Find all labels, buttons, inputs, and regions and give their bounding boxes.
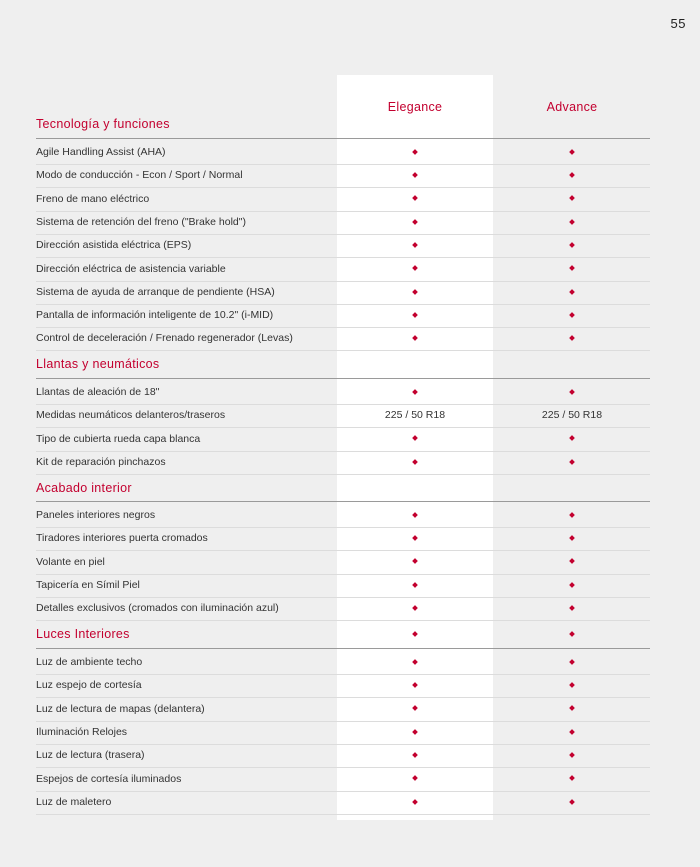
spec-value: 225 / 50 R18 [541, 409, 603, 422]
section-title: Acabado interior [36, 481, 132, 495]
diamond-bullet-icon [412, 435, 418, 441]
advance-cell [494, 721, 650, 744]
elegance-cell [337, 404, 493, 427]
elegance-cell [337, 141, 493, 164]
elegance-cell [337, 327, 493, 350]
diamond-bullet-icon [412, 631, 418, 637]
diamond-bullet-icon [569, 605, 575, 611]
row-label: Tapicería en Símil Piel [36, 578, 140, 591]
diamond-bullet-icon [569, 535, 575, 541]
row-label: Espejos de cortesía iluminados [36, 772, 182, 785]
elegance-cell [337, 451, 493, 474]
page-number: 55 [670, 16, 686, 31]
advance-cell [494, 211, 650, 234]
table-row [36, 674, 650, 698]
row-label: Dirección eléctrica de asistencia variable [36, 262, 226, 275]
elegance-cell [337, 574, 493, 597]
table-row [36, 504, 650, 528]
elegance-cell [337, 211, 493, 234]
elegance-cell [337, 381, 493, 404]
diamond-bullet-icon [412, 535, 418, 541]
table-row [36, 327, 650, 351]
row-label: Luz espejo de cortesía [36, 679, 142, 692]
row-label: Tiradores interiores puerta cromados [36, 532, 208, 545]
table-row [36, 258, 650, 282]
elegance-cell [337, 504, 493, 527]
elegance-cell [337, 188, 493, 211]
table-row [36, 164, 650, 188]
diamond-bullet-icon [569, 219, 575, 225]
elegance-cell [337, 744, 493, 767]
advance-cell [494, 404, 650, 427]
diamond-bullet-icon [569, 195, 575, 201]
column-header-elegance: Elegance [387, 100, 443, 114]
diamond-bullet-icon [569, 705, 575, 711]
table-row [36, 698, 650, 722]
diamond-bullet-icon [412, 682, 418, 688]
elegance-cell [337, 428, 493, 451]
table-row [36, 281, 650, 305]
elegance-cell [337, 791, 493, 814]
table-row [36, 527, 650, 551]
diamond-bullet-icon [412, 729, 418, 735]
diamond-bullet-icon [412, 289, 418, 295]
elegance-cell [337, 234, 493, 257]
diamond-bullet-icon [412, 582, 418, 588]
elegance-cell [337, 527, 493, 550]
diamond-bullet-icon [412, 335, 418, 341]
row-label: Sistema de ayuda de arranque de pendiente (HSA) [36, 285, 275, 298]
row-label: Luz de maletero [36, 795, 112, 808]
row-label: Agile Handling Assist (AHA) [36, 146, 166, 158]
diamond-bullet-icon [412, 149, 418, 155]
elegance-cell [337, 597, 493, 620]
section-title: Luces Interiores [36, 627, 130, 641]
row-label: Dirección asistida eléctrica (EPS) [36, 239, 192, 252]
table-row [36, 381, 650, 405]
diamond-bullet-icon [569, 631, 575, 637]
row-label: Kit de reparación pinchazos [36, 455, 166, 468]
diamond-bullet-icon [412, 512, 418, 518]
advance-cell [494, 281, 650, 304]
diamond-bullet-icon [569, 582, 575, 588]
spec-value: 225 / 50 R18 [384, 409, 446, 422]
table-row [36, 404, 650, 428]
advance-cell [494, 188, 650, 211]
diamond-bullet-icon [569, 775, 575, 781]
table-row [36, 304, 650, 328]
row-label: Luz de lectura (trasera) [36, 749, 145, 762]
table-row [36, 791, 650, 815]
advance-cell [494, 597, 650, 620]
table-row [36, 651, 650, 675]
table-row [36, 211, 650, 235]
elegance-cell [337, 651, 493, 674]
advance-cell [494, 674, 650, 697]
diamond-bullet-icon [569, 459, 575, 465]
section-title: Llantas y neumáticos [36, 357, 160, 371]
advance-cell [494, 164, 650, 187]
diamond-bullet-icon [412, 389, 418, 395]
row-label: Paneles interiores negros [36, 509, 156, 521]
row-label: Luz de lectura de mapas (delantera) [36, 702, 205, 715]
advance-cell [494, 651, 650, 674]
advance-cell [494, 234, 650, 257]
table-row [36, 188, 650, 212]
elegance-cell [337, 721, 493, 744]
table-row [36, 451, 650, 475]
row-label: Pantalla de información inteligente de 10.2" (i-MID) [36, 309, 274, 322]
row-label: Llantas de aleación de 18" [36, 386, 160, 398]
table-row [36, 234, 650, 258]
advance-cell [494, 791, 650, 814]
table-row [36, 428, 650, 452]
table-row [36, 141, 650, 165]
advance-cell [494, 698, 650, 721]
table-row [36, 721, 650, 745]
diamond-bullet-icon [569, 659, 575, 665]
elegance-cell [337, 698, 493, 721]
diamond-bullet-icon [569, 242, 575, 248]
diamond-bullet-icon [412, 799, 418, 805]
table-row [36, 551, 650, 575]
diamond-bullet-icon [569, 752, 575, 758]
row-label: Freno de mano eléctrico [36, 192, 150, 205]
elegance-cell [337, 164, 493, 187]
diamond-bullet-icon [569, 799, 575, 805]
diamond-bullet-icon [412, 705, 418, 711]
advance-cell [494, 304, 650, 327]
advance-cell [494, 744, 650, 767]
advance-cell [494, 451, 650, 474]
column-header-advance: Advance [546, 100, 598, 114]
diamond-bullet-icon [569, 149, 575, 155]
diamond-bullet-icon [569, 335, 575, 341]
table-row [36, 744, 650, 768]
diamond-bullet-icon [412, 195, 418, 201]
row-label: Modo de conducción - Econ / Sport / Normal [36, 169, 243, 182]
advance-cell [494, 258, 650, 281]
diamond-bullet-icon [412, 752, 418, 758]
diamond-bullet-icon [569, 512, 575, 518]
diamond-bullet-icon [569, 729, 575, 735]
diamond-bullet-icon [412, 775, 418, 781]
diamond-bullet-icon [412, 605, 418, 611]
diamond-bullet-icon [569, 289, 575, 295]
diamond-bullet-icon [569, 389, 575, 395]
diamond-bullet-icon [569, 265, 575, 271]
elegance-cell [337, 258, 493, 281]
diamond-bullet-icon [412, 459, 418, 465]
diamond-bullet-icon [412, 242, 418, 248]
diamond-bullet-icon [569, 435, 575, 441]
row-label: Sistema de retención del freno ("Brake hold") [36, 215, 246, 228]
advance-cell [494, 551, 650, 574]
row-label: Detalles exclusivos (cromados con iluminación azul) [36, 602, 279, 615]
table-row [36, 768, 650, 792]
diamond-bullet-icon [569, 312, 575, 318]
advance-cell [494, 768, 650, 791]
row-label: Tipo de cubierta rueda capa blanca [36, 432, 201, 445]
row-label: Medidas neumáticos delanteros/traseros [36, 409, 226, 422]
advance-cell [494, 141, 650, 164]
table-row [36, 574, 650, 598]
diamond-bullet-icon [412, 312, 418, 318]
section-divider [36, 378, 650, 379]
elegance-cell [337, 623, 493, 646]
row-label: Iluminación Relojes [36, 725, 128, 738]
advance-cell [494, 428, 650, 451]
section-divider [36, 138, 650, 139]
advance-cell [494, 527, 650, 550]
diamond-bullet-icon [569, 558, 575, 564]
elegance-cell [337, 551, 493, 574]
section-divider [36, 648, 650, 649]
elegance-cell [337, 768, 493, 791]
diamond-bullet-icon [412, 558, 418, 564]
elegance-cell [337, 304, 493, 327]
row-label: Volante en piel [36, 555, 105, 568]
diamond-bullet-icon [569, 172, 575, 178]
table-row [36, 597, 650, 621]
diamond-bullet-icon [412, 659, 418, 665]
elegance-cell [337, 674, 493, 697]
advance-cell [494, 623, 650, 646]
row-label: Control de deceleración / Frenado regenerador (Levas) [36, 332, 293, 345]
diamond-bullet-icon [412, 265, 418, 271]
diamond-bullet-icon [412, 219, 418, 225]
section-divider [36, 501, 650, 502]
row-label: Luz de ambiente techo [36, 656, 143, 668]
advance-cell [494, 381, 650, 404]
section-title-marks [36, 623, 650, 646]
advance-cell [494, 574, 650, 597]
diamond-bullet-icon [569, 682, 575, 688]
section-title: Tecnología y funciones [36, 117, 170, 131]
diamond-bullet-icon [412, 172, 418, 178]
advance-cell [494, 327, 650, 350]
advance-cell [494, 504, 650, 527]
elegance-cell [337, 281, 493, 304]
